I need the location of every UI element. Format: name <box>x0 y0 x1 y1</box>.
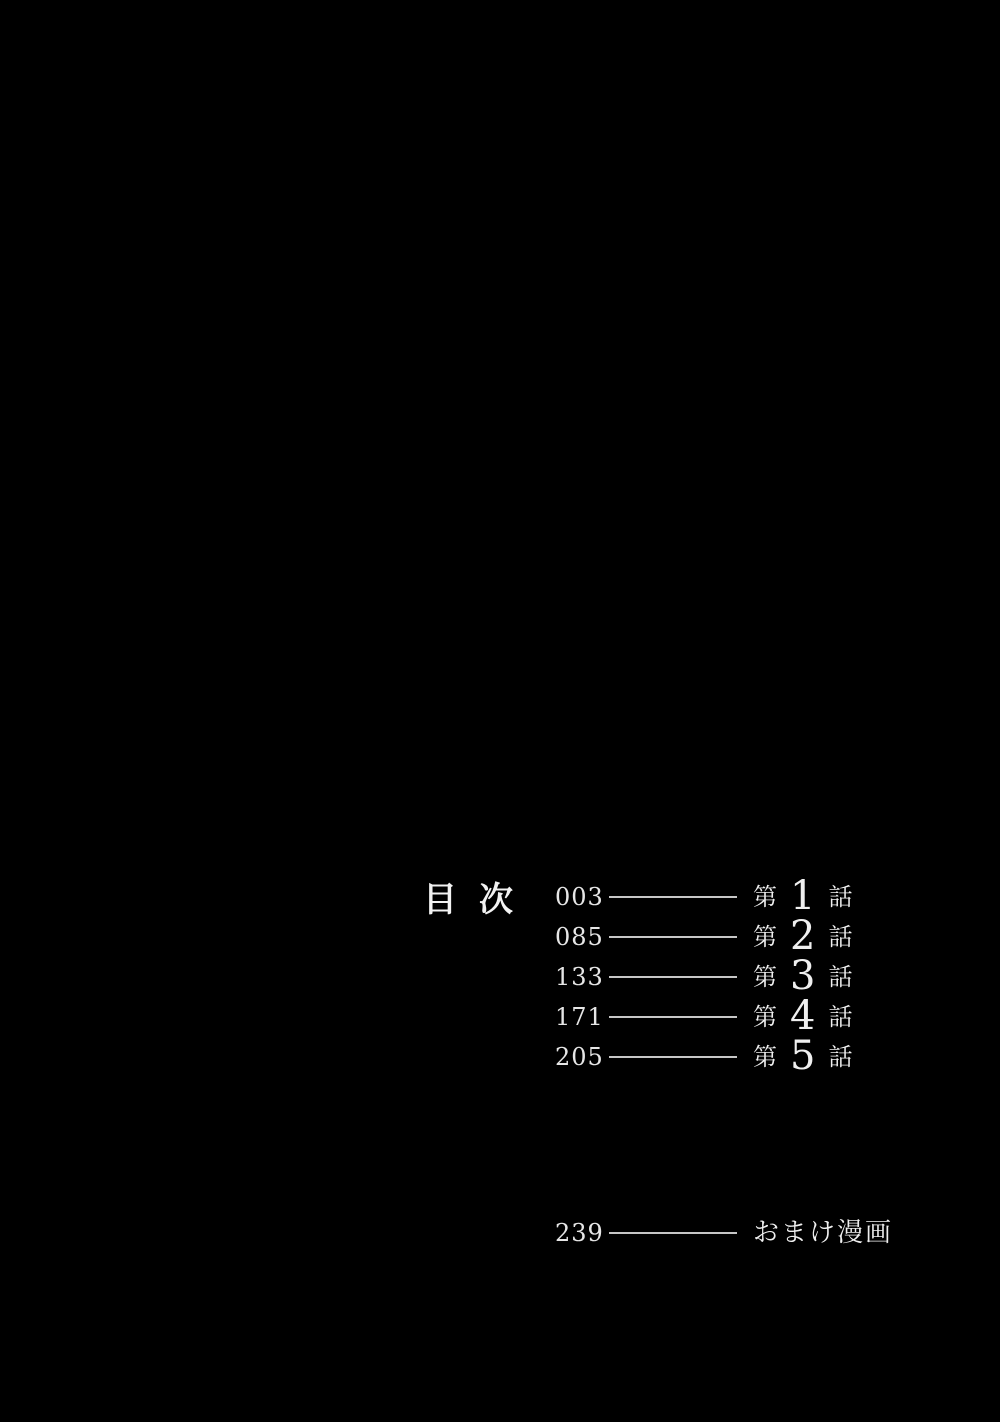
chapter-1-page-number: 003 <box>555 883 604 911</box>
chapter-number: 3 <box>790 953 816 999</box>
chapter-3-label <box>753 953 853 999</box>
chapter-1-label <box>753 873 853 919</box>
chapter-3-page-number: 133 <box>555 963 604 991</box>
chapter-prefix: 第 <box>753 883 777 911</box>
toc-title: 目次 <box>423 880 535 920</box>
chapter-number: 5 <box>790 1033 816 1079</box>
chapter-suffix: 話 <box>828 1003 853 1031</box>
chapter-4-page-number: 171 <box>555 1003 604 1031</box>
chapter-number: 1 <box>790 873 816 919</box>
toc-row-chapter-1 <box>555 873 853 919</box>
chapter-5-page-number: 205 <box>555 1043 604 1071</box>
chapter-suffix: 話 <box>828 1043 853 1071</box>
chapter-prefix: 第 <box>753 963 777 991</box>
chapter-prefix: 第 <box>753 1003 777 1031</box>
leader-line <box>609 1016 737 1018</box>
leader-line <box>609 936 737 938</box>
toc-chapter-list <box>555 873 853 1079</box>
bonus-page-number: 239 <box>555 1219 604 1247</box>
toc-row-bonus <box>555 1213 893 1253</box>
toc-row-chapter-2 <box>555 913 853 959</box>
chapter-2-label <box>753 913 853 959</box>
chapter-suffix: 話 <box>828 963 853 991</box>
chapter-suffix: 話 <box>828 923 853 951</box>
chapter-2-page-number: 085 <box>555 923 604 951</box>
chapter-number: 2 <box>790 913 816 959</box>
leader-line <box>609 1232 737 1234</box>
leader-line <box>609 976 737 978</box>
chapter-suffix: 話 <box>828 883 853 911</box>
chapter-prefix: 第 <box>753 923 777 951</box>
chapter-4-label <box>753 993 853 1039</box>
chapter-number: 4 <box>790 993 816 1039</box>
toc-row-chapter-3 <box>555 953 853 999</box>
chapter-prefix: 第 <box>753 1043 777 1071</box>
toc-row-chapter-4 <box>555 993 853 1039</box>
chapter-5-label <box>753 1033 853 1079</box>
leader-line <box>609 896 737 898</box>
leader-line <box>609 1056 737 1058</box>
toc-row-chapter-5 <box>555 1033 853 1079</box>
bonus-label: おまけ漫画 <box>753 1218 894 1248</box>
